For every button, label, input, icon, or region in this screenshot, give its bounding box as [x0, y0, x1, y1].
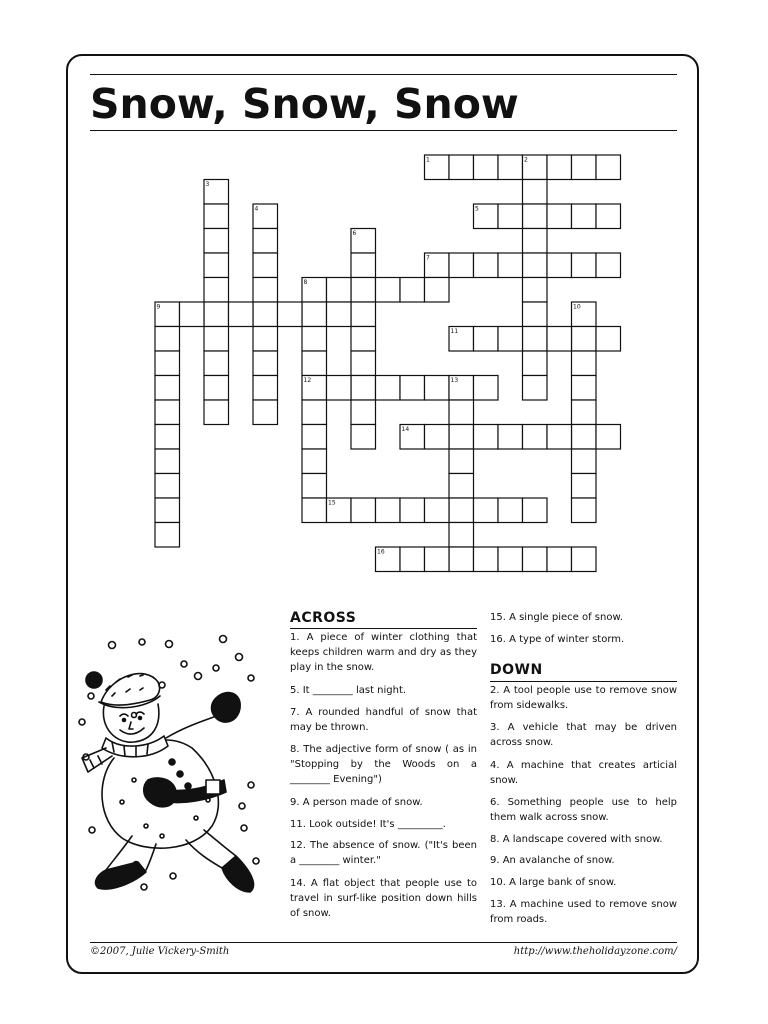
crossword-cell[interactable]: [523, 229, 548, 254]
clue-number: 15: [328, 499, 336, 507]
crossword-cell[interactable]: [327, 278, 352, 303]
crossword-cell[interactable]: [572, 474, 597, 499]
crossword-cell[interactable]: [253, 376, 278, 401]
clue-number: 8: [303, 279, 308, 286]
down-clue-8: 8. A landscape covered with snow.: [490, 834, 663, 845]
crossword-cell[interactable]: [523, 376, 548, 401]
crossword-cell[interactable]: [596, 155, 621, 180]
crossword-cell[interactable]: [351, 425, 376, 450]
crossword-cell[interactable]: [155, 523, 180, 548]
crossword-cell[interactable]: [572, 327, 597, 352]
clue-number: 6: [352, 230, 357, 237]
crossword-cell[interactable]: [155, 449, 180, 474]
crossword-cell[interactable]: [425, 425, 450, 450]
crossword-cell[interactable]: [278, 302, 303, 327]
clue-number: 4: [254, 205, 259, 213]
crossword-cell[interactable]: [523, 425, 548, 450]
crossword-cell[interactable]: [572, 498, 597, 523]
crossword-cell[interactable]: [572, 204, 597, 229]
crossword-cell[interactable]: [425, 547, 450, 572]
crossword-cell[interactable]: [302, 498, 327, 523]
crossword-cell[interactable]: [498, 327, 523, 352]
crossword-cell[interactable]: [596, 327, 621, 352]
crossword-cell[interactable]: [572, 547, 597, 572]
down-heading: DOWN: [490, 662, 543, 678]
crossword-cell[interactable]: [302, 400, 327, 425]
crossword-cell[interactable]: [425, 376, 450, 401]
clue-number: 2: [524, 156, 528, 164]
crossword-cell[interactable]: [523, 302, 548, 327]
crossword-cell[interactable]: [253, 400, 278, 425]
crossword-cell[interactable]: [327, 376, 352, 401]
across-clue-11: 11. Look outside! It's _________.: [290, 819, 446, 830]
crossword-cell[interactable]: [523, 547, 548, 572]
crossword-cell[interactable]: [449, 498, 474, 523]
crossword-cell[interactable]: [596, 253, 621, 278]
crossword-cell[interactable]: [474, 425, 499, 450]
crossword-cell[interactable]: [253, 278, 278, 303]
clue-number: 3: [205, 181, 210, 188]
clue-number: 12: [303, 377, 312, 384]
down-clue-13: 13. A machine used to remove snow from roads.: [490, 899, 677, 925]
clue-number: 14: [401, 426, 410, 433]
crossword-cell[interactable]: [572, 155, 597, 180]
crossword-cell[interactable]: [351, 498, 376, 523]
crossword-cell[interactable]: [449, 523, 474, 548]
crossword-cell[interactable]: [498, 498, 523, 523]
crossword-cell[interactable]: [474, 327, 499, 352]
crossword-cell[interactable]: [425, 278, 450, 303]
crossword-cell[interactable]: [253, 302, 278, 327]
crossword-cell[interactable]: [596, 204, 621, 229]
website-link[interactable]: http://www.theholidayzone.com/: [513, 946, 677, 957]
crossword-cell[interactable]: [302, 351, 327, 376]
crossword-cell[interactable]: [547, 155, 572, 180]
crossword-cell[interactable]: [498, 155, 523, 180]
down-clue-9: 9. An avalanche of snow.: [490, 855, 615, 866]
crossword-cell[interactable]: [155, 498, 180, 523]
clue-number: 1: [426, 156, 430, 164]
page-title: Snow, Snow, Snow: [90, 80, 519, 128]
crossword-cell[interactable]: [449, 449, 474, 474]
crossword-cell[interactable]: [351, 376, 376, 401]
crossword-cell[interactable]: [204, 327, 229, 352]
crossword-cell[interactable]: [523, 253, 548, 278]
across-clue-1: 1. A piece of winter clothing that keeps children warm and dry as they play in the snow.: [290, 632, 477, 673]
across-clue-16: 16. A type of winter storm.: [490, 634, 625, 645]
crossword-cell[interactable]: [547, 547, 572, 572]
crossword-cell[interactable]: [474, 547, 499, 572]
crossword-cell[interactable]: [351, 302, 376, 327]
crossword-cell[interactable]: [400, 278, 425, 303]
across-clue-12: 12. The absence of snow. ("It's been a ________ winter.": [290, 840, 477, 866]
crossword-cell[interactable]: [523, 204, 548, 229]
crossword-cell[interactable]: [400, 498, 425, 523]
crossword-cell[interactable]: [523, 351, 548, 376]
clue-number: 10: [573, 303, 581, 311]
down-clue-2: 2. A tool people use to remove snow from sidewalks.: [490, 685, 677, 711]
crossword-cell[interactable]: [302, 449, 327, 474]
crossword-cell[interactable]: [449, 400, 474, 425]
crossword-cell[interactable]: [302, 302, 327, 327]
crossword-cell[interactable]: [498, 547, 523, 572]
crossword-cell[interactable]: [572, 400, 597, 425]
crossword-cell[interactable]: [547, 425, 572, 450]
crossword-cell[interactable]: [253, 351, 278, 376]
down-clue-4: 4. A machine that creates articial snow.: [490, 760, 677, 786]
crossword-cell[interactable]: [302, 474, 327, 499]
down-clue-10: 10. A large bank of snow.: [490, 877, 617, 888]
crossword-cell[interactable]: [253, 253, 278, 278]
crossword-cell[interactable]: [351, 278, 376, 303]
across-clue-14: 14. A flat object that people use to travel in surf-like position down hills of snow.: [290, 878, 477, 919]
crossword-cell[interactable]: [547, 253, 572, 278]
crossword-cell[interactable]: [253, 327, 278, 352]
across-clue-9: 9. A person made of snow.: [290, 797, 423, 808]
crossword-cell[interactable]: [400, 376, 425, 401]
crossword-cell[interactable]: [204, 253, 229, 278]
crossword-cell[interactable]: [400, 547, 425, 572]
down-heading-rule: [490, 681, 677, 682]
crossword-cell[interactable]: [547, 204, 572, 229]
crossword-cell[interactable]: [523, 498, 548, 523]
crossword-cell[interactable]: [302, 327, 327, 352]
crossword-cell[interactable]: [155, 376, 180, 401]
down-clue-3: 3. A vehicle that may be driven across snow.: [490, 722, 677, 748]
down-clue-6: 6. Something people use to help them walk across snow.: [490, 797, 677, 823]
footer-rule: [90, 942, 677, 943]
snowman-illustration: [76, 630, 266, 910]
crossword-cell[interactable]: [572, 449, 597, 474]
crossword-cell[interactable]: [302, 425, 327, 450]
across-clue-8: 8. The adjective form of snow ( as in "Stopping by the Woods on a ________ Evening"): [290, 744, 477, 785]
crossword-cell[interactable]: [523, 278, 548, 303]
crossword-cell[interactable]: [351, 327, 376, 352]
crossword-cell[interactable]: [155, 474, 180, 499]
crossword-cell[interactable]: [204, 351, 229, 376]
crossword-cell[interactable]: [180, 302, 205, 327]
crossword-cell[interactable]: [572, 253, 597, 278]
crossword-cell[interactable]: [376, 376, 401, 401]
crossword-cell[interactable]: [474, 498, 499, 523]
clue-number: 11: [450, 328, 459, 335]
clue-number: 9: [156, 303, 161, 311]
across-clue-15: 15. A single piece of snow.: [490, 612, 623, 623]
crossword-cell[interactable]: [572, 425, 597, 450]
crossword-cell[interactable]: [155, 327, 180, 352]
across-clue-5: 5. It ________ last night.: [290, 685, 407, 696]
crossword-cell[interactable]: [204, 278, 229, 303]
crossword-cell[interactable]: [498, 253, 523, 278]
crossword-cell[interactable]: [204, 376, 229, 401]
crossword-cell[interactable]: [351, 400, 376, 425]
crossword-cell[interactable]: [547, 327, 572, 352]
crossword-cell[interactable]: [155, 400, 180, 425]
crossword-cell[interactable]: [572, 376, 597, 401]
crossword-cell[interactable]: [523, 327, 548, 352]
clue-number: 5: [475, 205, 479, 213]
copyright-text: ©2007, Julie Vickery-Smith: [90, 946, 230, 957]
crossword-cell[interactable]: [327, 302, 352, 327]
across-clue-7: 7. A rounded handful of snow that may be thrown.: [290, 707, 477, 733]
clue-number: 13: [450, 377, 459, 384]
crossword-cell[interactable]: [204, 204, 229, 229]
crossword-cell[interactable]: [376, 498, 401, 523]
crossword-cell[interactable]: [449, 253, 474, 278]
crossword-cell[interactable]: [474, 376, 499, 401]
crossword-cell[interactable]: [155, 425, 180, 450]
crossword-cell[interactable]: [253, 229, 278, 254]
crossword-cell[interactable]: [204, 302, 229, 327]
crossword-cell[interactable]: [155, 351, 180, 376]
crossword-cell[interactable]: [572, 351, 597, 376]
across-heading: ACROSS: [290, 610, 357, 626]
crossword-cell[interactable]: [498, 204, 523, 229]
crossword-cell[interactable]: [474, 155, 499, 180]
crossword-cell[interactable]: [596, 425, 621, 450]
crossword-cell[interactable]: [449, 425, 474, 450]
clue-number: 7: [426, 254, 430, 262]
crossword-cell[interactable]: [204, 400, 229, 425]
crossword-cell[interactable]: [449, 474, 474, 499]
crossword-cell[interactable]: [474, 253, 499, 278]
across-heading-rule: [290, 628, 477, 629]
crossword-cell[interactable]: [498, 425, 523, 450]
crossword-cell[interactable]: [229, 302, 254, 327]
crossword-cell[interactable]: [351, 351, 376, 376]
crossword-cell[interactable]: [425, 498, 450, 523]
crossword-cell[interactable]: [376, 278, 401, 303]
crossword-cell[interactable]: [523, 180, 548, 205]
crossword-cell[interactable]: [449, 155, 474, 180]
crossword-cell[interactable]: [204, 229, 229, 254]
crossword-cell[interactable]: [449, 547, 474, 572]
clue-number: 16: [377, 548, 385, 556]
crossword-cell[interactable]: [351, 253, 376, 278]
